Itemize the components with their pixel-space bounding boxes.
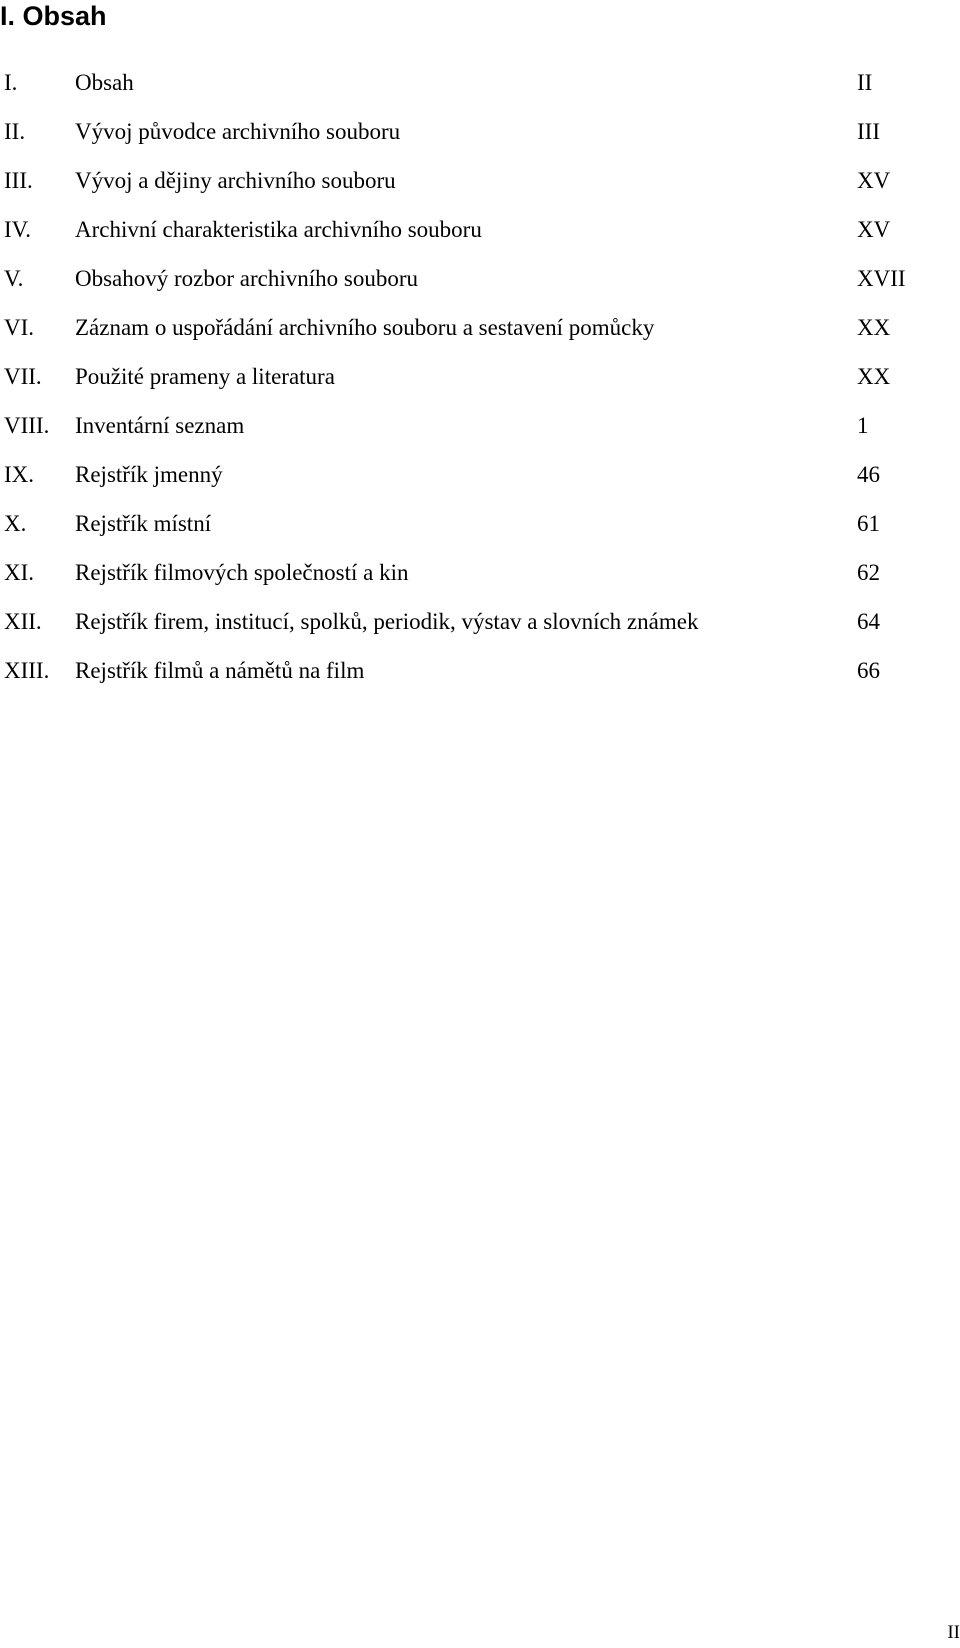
toc-entry[interactable] bbox=[0, 401, 960, 450]
toc-entry-title: Obsah bbox=[75, 70, 134, 95]
toc-entry-title: Rejstřík filmových společností a kin bbox=[75, 560, 409, 585]
toc-entry[interactable] bbox=[0, 450, 960, 499]
toc-entry-page: 61 bbox=[857, 511, 880, 536]
toc-entry-title: Záznam o uspořádání archivního souboru a sestavení pomůcky bbox=[75, 315, 655, 340]
toc-entry-page: XV bbox=[857, 168, 891, 193]
toc-entry-number: IV. bbox=[4, 217, 32, 242]
toc-entry-number: X. bbox=[4, 511, 27, 536]
toc-entry-page: 62 bbox=[857, 560, 880, 585]
toc-entry[interactable] bbox=[0, 205, 960, 254]
footer-page-number: II bbox=[947, 1622, 960, 1643]
toc-entry-page: II bbox=[857, 70, 873, 95]
toc-entry-page: XV bbox=[857, 217, 891, 242]
toc-entry[interactable] bbox=[0, 548, 960, 597]
toc-entry-number: XI. bbox=[4, 560, 35, 585]
toc-entry[interactable] bbox=[0, 352, 960, 401]
toc-entry[interactable] bbox=[0, 597, 960, 646]
toc-entry-page: 46 bbox=[857, 462, 880, 487]
toc-entry[interactable] bbox=[0, 646, 960, 695]
toc-entry-number: VI. bbox=[4, 315, 35, 340]
toc-entry-title: Obsahový rozbor archivního souboru bbox=[75, 266, 419, 291]
toc-entry[interactable] bbox=[0, 254, 960, 303]
toc-entry[interactable] bbox=[0, 107, 960, 156]
toc-entry-number: I. bbox=[4, 70, 18, 95]
toc-entry-number: III. bbox=[4, 168, 33, 193]
toc-entry-title: Vývoj a dějiny archivního souboru bbox=[75, 168, 396, 193]
page-title: I. Obsah bbox=[0, 1, 107, 31]
toc-entry[interactable] bbox=[0, 156, 960, 205]
toc-entry-page: III bbox=[857, 119, 880, 144]
toc-entry-number: V. bbox=[4, 266, 24, 291]
toc-entry-number: II. bbox=[4, 119, 26, 144]
toc-entry-page: 1 bbox=[857, 413, 869, 438]
toc-entry-title: Rejstřík filmů a námětů na film bbox=[75, 658, 365, 683]
toc-entry-page: 64 bbox=[857, 609, 880, 634]
toc-entry-number: IX. bbox=[4, 462, 35, 487]
toc-entry[interactable] bbox=[0, 58, 960, 107]
toc-entry-title: Rejstřík jmenný bbox=[75, 462, 223, 487]
toc-entry-title: Vývoj původce archivního souboru bbox=[75, 119, 401, 144]
table-of-contents bbox=[0, 58, 960, 695]
toc-entry-number: XIII. bbox=[4, 658, 50, 683]
toc-entry-title: Rejstřík místní bbox=[75, 511, 212, 536]
toc-entry-page: XX bbox=[857, 364, 891, 389]
toc-entry-page: XVII bbox=[857, 266, 906, 291]
toc-entry-number: VII. bbox=[4, 364, 42, 389]
toc-entry-title: Použité prameny a literatura bbox=[75, 364, 335, 389]
toc-entry-title: Archivní charakteristika archivního souboru bbox=[75, 217, 482, 242]
toc-entry[interactable] bbox=[0, 499, 960, 548]
toc-entry-page: XX bbox=[857, 315, 891, 340]
toc-entry-title: Inventární seznam bbox=[75, 413, 245, 438]
toc-entry-number: VIII. bbox=[4, 413, 50, 438]
toc-entry-title: Rejstřík firem, institucí, spolků, periodik, výstav a slovních známek bbox=[75, 609, 699, 634]
toc-entry-number: XII. bbox=[4, 609, 42, 634]
toc-entry[interactable] bbox=[0, 303, 960, 352]
toc-entry-page: 66 bbox=[857, 658, 880, 683]
